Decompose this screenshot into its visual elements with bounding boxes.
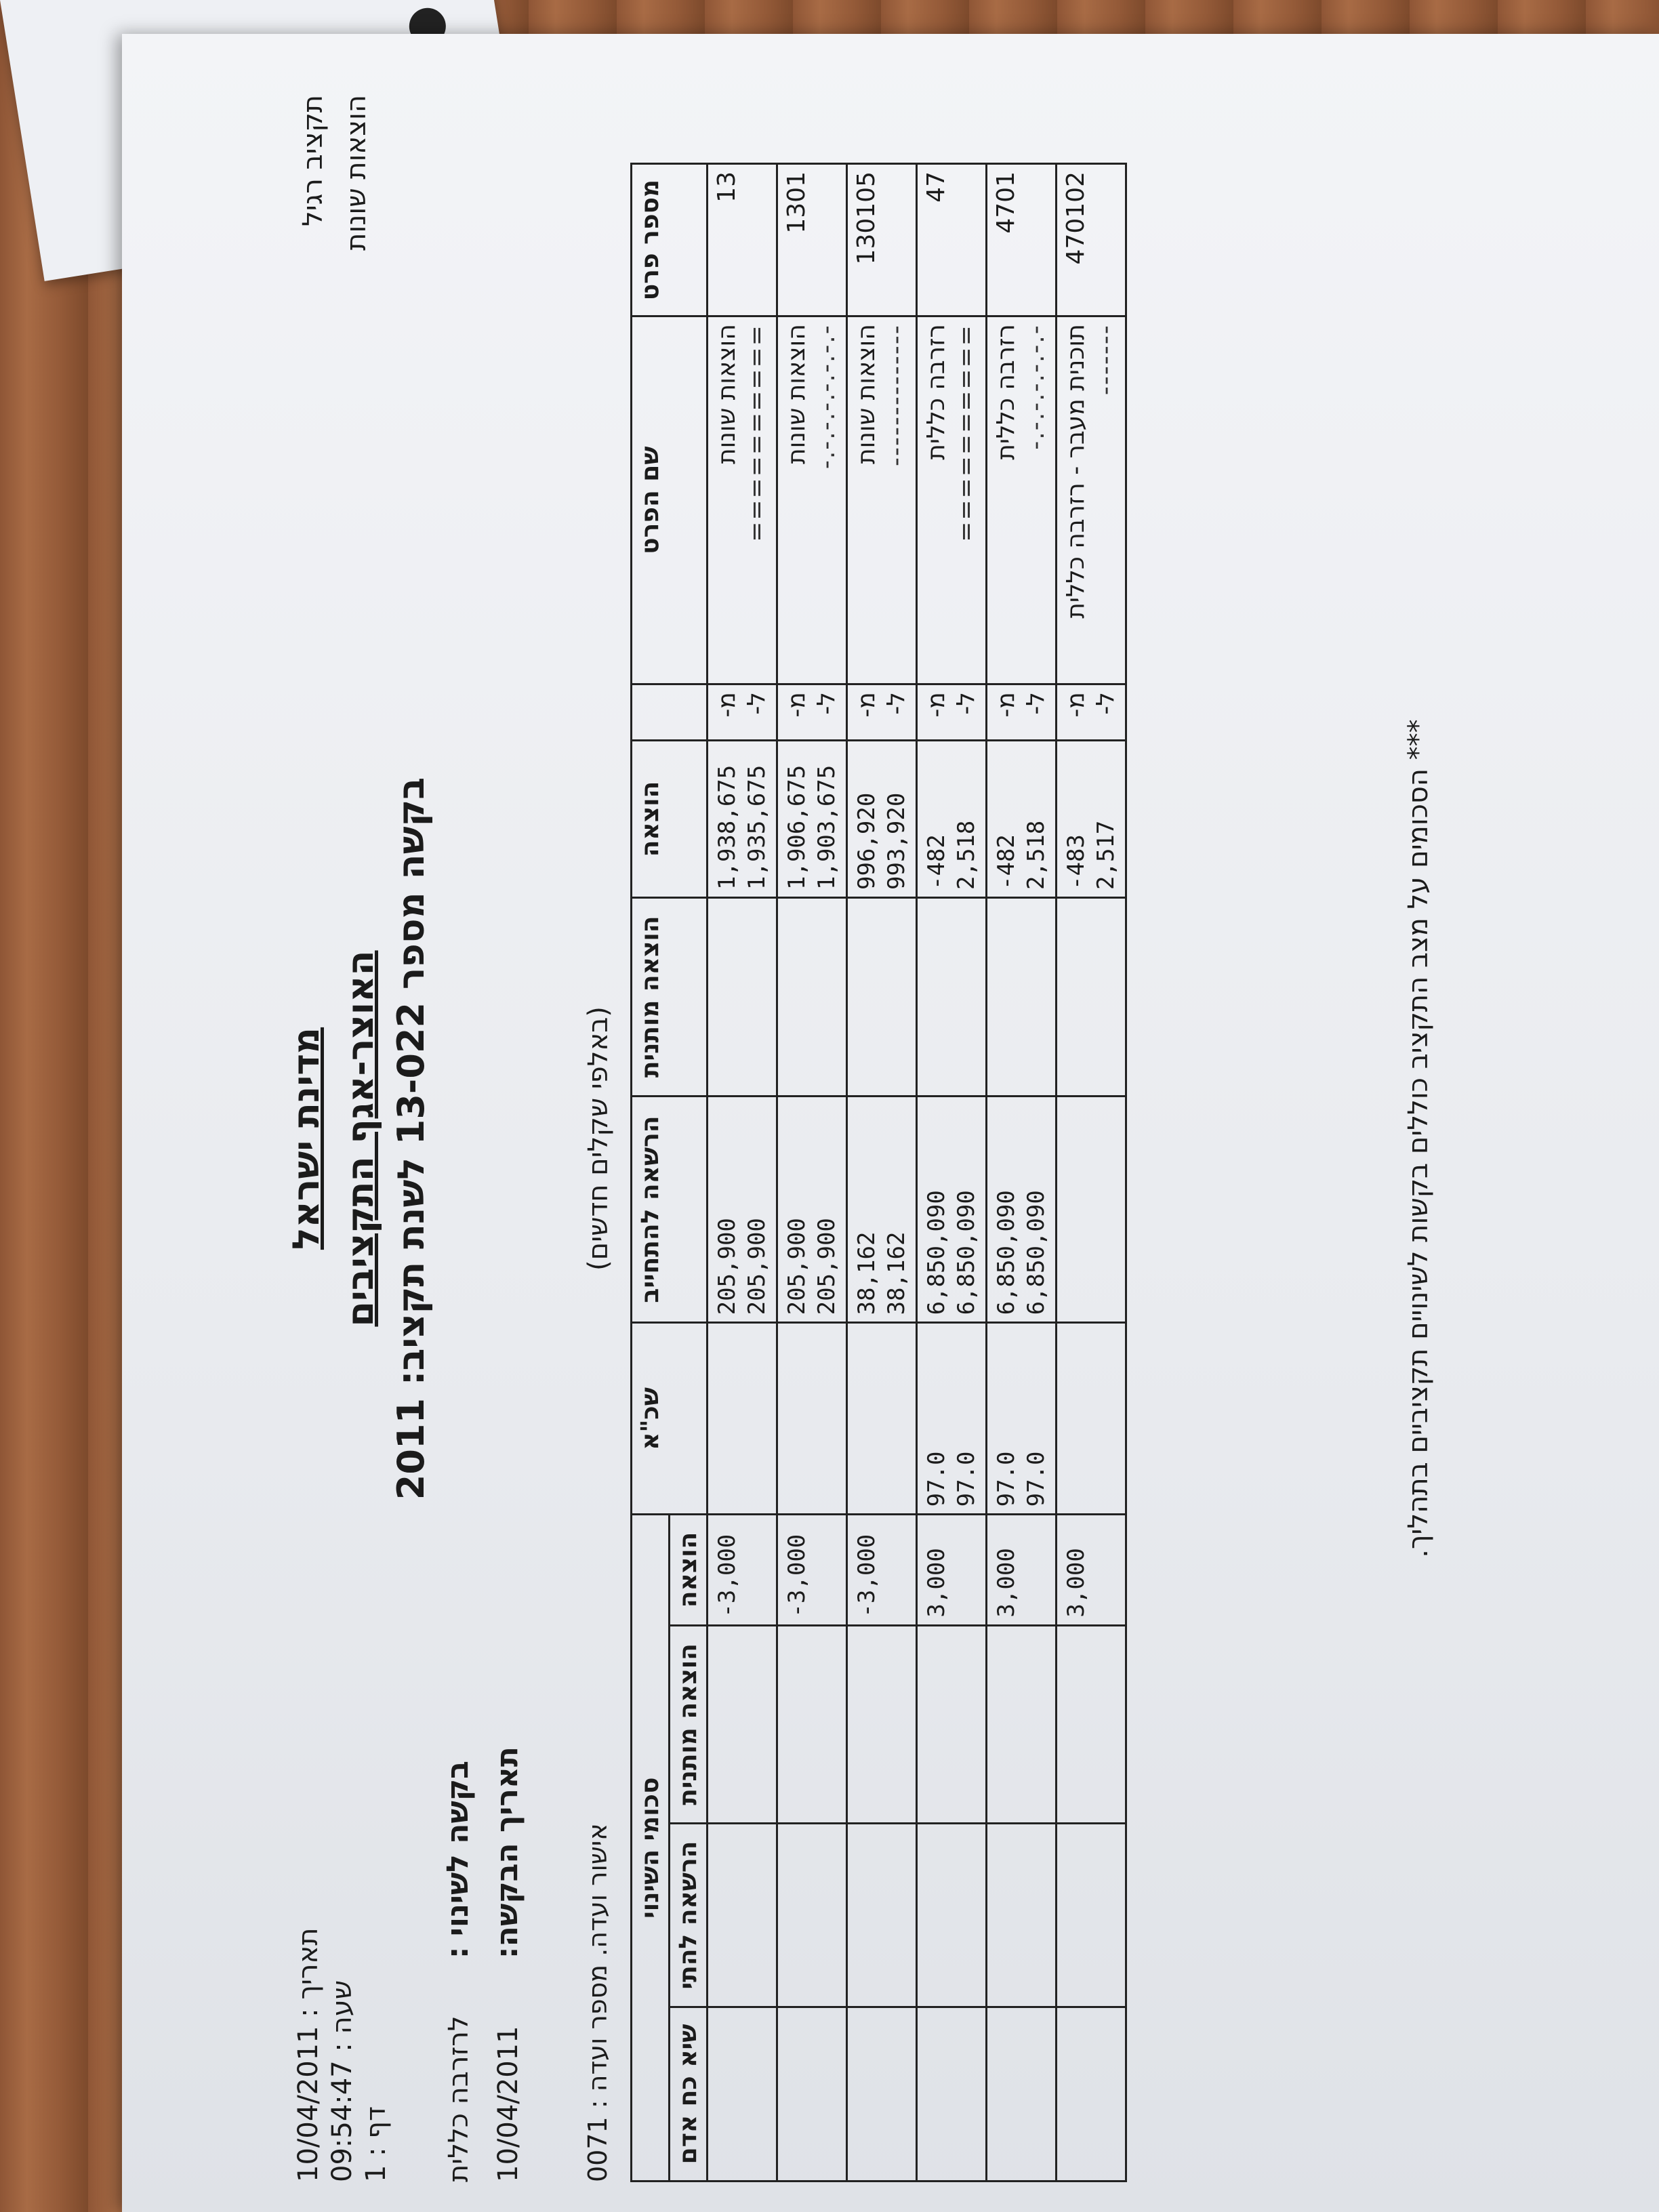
budget-type: תקציב רגיל xyxy=(298,95,329,226)
change-expense-cell: -3,000 xyxy=(847,1515,917,1625)
change-manpower-cell xyxy=(847,2007,917,2181)
col-manpower: שכ"א xyxy=(632,1323,708,1515)
change-expense-cell: -3,000 xyxy=(708,1515,777,1625)
table-row xyxy=(917,164,987,2182)
change-manpower-cell xyxy=(1057,2007,1126,2181)
date-line: 10/04/2011 תאריך : xyxy=(293,1927,324,2182)
commitment-cell: 6,850,090 6,850,090 xyxy=(917,1096,987,1323)
expense-cell: -482 2,518 xyxy=(917,741,987,898)
item-name-cell: תוכנית מעבר - רזרבה כללית ------- xyxy=(1057,316,1126,684)
change-commit-cell xyxy=(708,1824,777,2007)
request-date-label: תאריך הבקשה: xyxy=(490,1746,525,1959)
from-to-cell: מ- ל- xyxy=(777,684,847,741)
item-no-cell: 47 xyxy=(917,164,987,316)
expense-cell: -483 2,517 xyxy=(1057,741,1126,898)
commitment-cell: 205,900 205,900 xyxy=(777,1096,847,1323)
commitment-cell: 205,900 205,900 xyxy=(708,1096,777,1323)
commitment-cell xyxy=(1057,1096,1126,1323)
change-manpower-cell xyxy=(708,2007,777,2181)
change-conditional-cell xyxy=(1057,1625,1126,1824)
expense-cell: 996,920 993,920 xyxy=(847,741,917,898)
table-row xyxy=(1057,164,1126,2182)
expense-cell: 1,906,675 1,903,675 xyxy=(777,741,847,898)
change-commit-cell xyxy=(847,1824,917,2007)
manpower-cell: 97.0 97.0 xyxy=(987,1323,1057,1515)
rotated-sheet xyxy=(264,75,1511,2203)
change-commit-cell xyxy=(777,1824,847,2007)
change-commit-cell xyxy=(917,1824,987,2007)
col-ch-conditional: הוצאה מותנית xyxy=(670,1625,708,1824)
item-name-cell: הוצאות שונות ========== xyxy=(708,316,777,684)
change-expense-cell: 3,000 xyxy=(987,1515,1057,1625)
request-title: בקשה מספר 13-022 לשנת תקציב: 2011 xyxy=(390,777,432,1500)
item-name-cell: רזרבה כללית ========== xyxy=(917,316,987,684)
col-item-no: מספר פרט xyxy=(632,164,708,316)
col-ch-commit: הרשאה להתי xyxy=(670,1824,708,2007)
conditional-cell xyxy=(847,898,917,1097)
item-name-cell: הוצאות שונות -------------- xyxy=(847,316,917,684)
conditional-cell xyxy=(777,898,847,1097)
table-row xyxy=(777,164,847,2182)
manpower-cell xyxy=(777,1323,847,1515)
manpower-cell: 97.0 97.0 xyxy=(917,1323,987,1515)
change-manpower-cell xyxy=(777,2007,847,2181)
change-commit-cell xyxy=(1057,1824,1126,2007)
item-no-cell: 470102 xyxy=(1057,164,1126,316)
change-conditional-cell xyxy=(708,1625,777,1824)
commitment-cell: 6,850,090 6,850,090 xyxy=(987,1096,1057,1323)
item-no-cell: 130105 xyxy=(847,164,917,316)
col-ch-manpower: שיא כח אדם xyxy=(670,2007,708,2181)
change-conditional-cell xyxy=(777,1625,847,1824)
col-ch-expense: הוצאה xyxy=(670,1515,708,1625)
from-to-cell: מ- ל- xyxy=(708,684,777,741)
committee-approval: אישור ועדה. מספר ועדה : 0071 xyxy=(583,1823,613,2182)
from-to-cell: מ- ל- xyxy=(987,684,1057,741)
manpower-cell xyxy=(708,1323,777,1515)
change-expense-cell: 3,000 xyxy=(917,1515,987,1625)
request-date-value: 10/04/2011 xyxy=(493,2026,524,2182)
conditional-cell xyxy=(917,898,987,1097)
budget-table xyxy=(630,163,1127,2182)
commitment-cell: 38,162 38,162 xyxy=(847,1096,917,1323)
item-no-cell: 1301 xyxy=(777,164,847,316)
category: הוצאות שונות xyxy=(341,95,372,251)
footer-note: *** הסכומים על מצב התקציב כוללים בקשות לשינויים תקציביים בתהליך. xyxy=(1403,719,1434,1558)
item-no-cell: 13 xyxy=(708,164,777,316)
state-title: מדינת ישראל xyxy=(285,1027,327,1250)
expense-cell: 1,938,675 1,935,675 xyxy=(708,741,777,898)
manpower-cell xyxy=(1057,1323,1126,1515)
page-line: 1 דף : xyxy=(361,2106,392,2182)
conditional-cell xyxy=(708,898,777,1097)
item-name-cell: הוצאות שונות -.-.-.-.-.-.-.- xyxy=(777,316,847,684)
change-label: בקשה לשינוי : xyxy=(441,1761,475,1959)
col-commitment: הרשאה להתחייב xyxy=(632,1096,708,1323)
request-info xyxy=(434,1735,533,2182)
document-page xyxy=(122,34,1659,2212)
change-manpower-cell xyxy=(987,2007,1057,2181)
item-name-cell: רזרבה כללית -.-.-.-.-.-.- xyxy=(987,316,1057,684)
time-line: 09:54:47 שעה : xyxy=(327,1980,358,2182)
expense-cell: -482 2,518 xyxy=(987,741,1057,898)
change-expense-cell: -3,000 xyxy=(777,1515,847,1625)
change-conditional-cell xyxy=(917,1625,987,1824)
col-change-totals: סכומי השינוי xyxy=(632,1515,670,2182)
col-expense: הוצאה xyxy=(632,741,708,898)
units-note: (באלפי שקלים חדשים) xyxy=(583,1006,614,1271)
table-row xyxy=(847,164,917,2182)
manpower-cell xyxy=(847,1323,917,1515)
from-to-cell: מ- ל- xyxy=(847,684,917,741)
table-row xyxy=(987,164,1057,2182)
ministry-title: האוצר-אגף התקציבים xyxy=(339,950,382,1327)
col-item-name: שם הפרט xyxy=(632,316,708,684)
change-expense-cell: 3,000 xyxy=(1057,1515,1126,1625)
change-manpower-cell xyxy=(917,2007,987,2181)
col-from-to xyxy=(632,684,708,741)
item-no-cell: 4701 xyxy=(987,164,1057,316)
from-to-cell: מ- ל- xyxy=(1057,684,1126,741)
change-value: לרזרבה כללית xyxy=(443,2015,474,2182)
change-commit-cell xyxy=(987,1824,1057,2007)
change-conditional-cell xyxy=(847,1625,917,1824)
from-to-cell: מ- ל- xyxy=(917,684,987,741)
col-conditional: הוצאה מותנית xyxy=(632,898,708,1097)
change-conditional-cell xyxy=(987,1625,1057,1824)
table-row xyxy=(708,164,777,2182)
conditional-cell xyxy=(987,898,1057,1097)
conditional-cell xyxy=(1057,898,1126,1097)
